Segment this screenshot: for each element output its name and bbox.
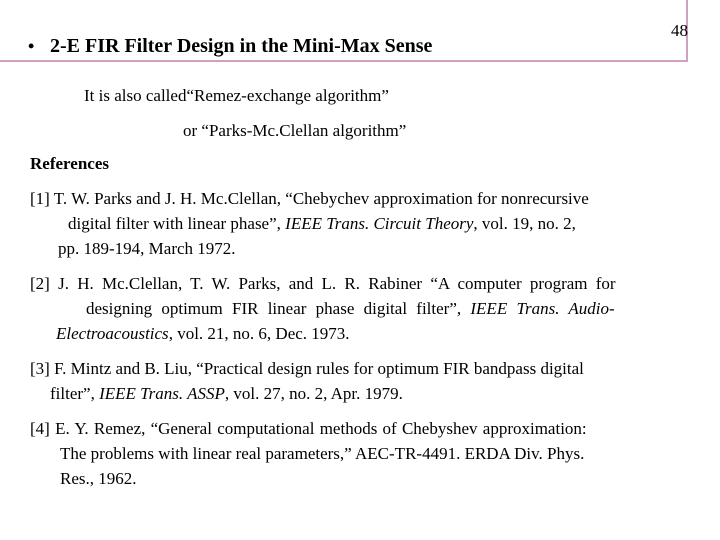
reference-1-text-2: digital filter with linear phase”,: [68, 214, 281, 233]
reference-3-text-2: filter”,: [50, 384, 95, 403]
reference-1-text-3: , vol. 19, no. 2,: [473, 214, 576, 233]
reference-1-line-2: [30, 211, 692, 236]
reference-1-line-3: pp. 189-194, March 1972.: [58, 239, 236, 258]
bullet-icon: •: [28, 36, 35, 56]
reference-3: [30, 356, 695, 406]
reference-2-line-1: [2] J. H. Mc.Clellan, T. W. Parks, and L. R. Rabiner “A computer program for: [30, 274, 616, 293]
reference-2: [30, 271, 692, 346]
reference-3-line-1: [3] F. Mintz and B. Liu, “Practical design rules for optimum FIR bandpass digital: [30, 359, 584, 378]
reference-2-line-2: [30, 296, 692, 321]
subtitle-line-2: or “Parks-Mc.Clellan algorithm”: [183, 121, 407, 140]
reference-4-line-2: The problems with linear real parameters,” AEC-TR-4491. ERDA Div. Phys.: [60, 444, 585, 463]
reference-1: [30, 186, 692, 261]
reference-3-journal: IEEE Trans. ASSP: [99, 384, 225, 403]
reference-2-line-3: [30, 321, 692, 346]
reference-3-text-3: , vol. 27, no. 2, Apr. 1979.: [224, 384, 403, 403]
reference-1-journal: IEEE Trans. Circuit Theory: [285, 214, 474, 233]
reference-2-text-2: designing optimum FIR linear phase digital filter”,: [86, 299, 462, 318]
subtitle-line-1: It is also called“Remez-exchange algorithm”: [84, 86, 389, 105]
reference-4-line-1: [4] E. Y. Remez, “General computational methods of Chebyshev approximation:: [30, 419, 587, 438]
reference-1-text-1: [1] T. W. Parks and J. H. Mc.Clellan, “Chebychev approximation for nonrecursive: [30, 189, 589, 208]
reference-2-text-3: , vol. 21, no. 6, Dec. 1973.: [168, 324, 350, 343]
references-heading: References: [30, 154, 109, 173]
reference-2-journal-cont: Electroacoustics: [56, 324, 169, 343]
reference-4-line-3: Res., 1962.: [60, 469, 137, 488]
reference-3-line-2: [30, 381, 695, 406]
page-number: 48: [671, 21, 688, 40]
reference-2-journal: IEEE Trans. Audio-: [470, 299, 615, 318]
reference-4: [30, 416, 692, 491]
slide-title: 2-E FIR Filter Design in the Mini-Max Sense: [50, 35, 433, 57]
reference-1-line-1: [30, 186, 692, 211]
